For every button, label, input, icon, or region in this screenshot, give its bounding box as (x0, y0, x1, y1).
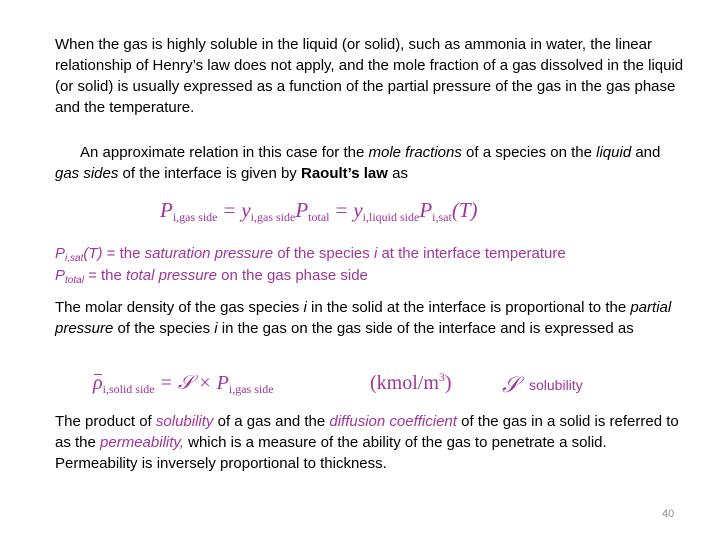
text: as (387, 165, 408, 182)
emph-raoults-law: Raoult’s law (300, 165, 388, 182)
eq-argument: (T) (451, 198, 478, 222)
text: of the gas in a solid is referred to as the (55, 413, 679, 451)
definition-total-pressure (55, 265, 685, 287)
eq-symbol-rho-bar: ρ (93, 372, 103, 394)
eq-operator: = (223, 198, 236, 222)
text: of a species on the (461, 144, 597, 161)
eq-subscript: i,gas side (250, 210, 296, 224)
definitions (55, 243, 685, 287)
emph-permeability: permeability, (100, 434, 184, 451)
emph-i: i (303, 299, 307, 316)
text: = the (102, 245, 145, 262)
units-exponent: 3 (438, 370, 445, 384)
eq-subscript: i,liquid side (362, 210, 420, 224)
solubility-equation (93, 372, 274, 397)
eq-subscript: i,sat (432, 210, 452, 224)
def-subscript: total (65, 275, 84, 286)
text: of the interface is given by (118, 165, 301, 182)
emph-diffusion-coefficient: diffusion coefficient (329, 413, 457, 430)
text: The product of (55, 413, 156, 430)
text: of a gas and the (213, 413, 330, 430)
def-symbol: P (55, 267, 66, 284)
paragraph-henry-law-limit: When the gas is highly soluble in the liquid (or solid), such as ammonia in water, the linear relationship of Henry’s law does not apply, and the mole fraction of a gas dissolved in the liquid (or solid) is usually expressed as a function of the partial pressure of the gas in the gas phase and the temperature. (55, 36, 684, 116)
units-kmol-per-m3 (370, 372, 452, 395)
emph-saturation-pressure: saturation pressure (144, 245, 274, 262)
eq-operator: = (160, 372, 172, 394)
eq-subscript: i,gas side (172, 210, 218, 224)
eq-operator: × (199, 372, 211, 394)
eq-symbol: P (419, 198, 433, 222)
eq-symbol: P (160, 198, 173, 222)
eq-operator: = (335, 198, 348, 222)
eq-subscript: i,gas side (228, 382, 274, 396)
text: An approximate relation in this case for the (80, 144, 369, 161)
definition-saturation-pressure (55, 243, 685, 265)
emph-liquid: liquid (596, 144, 632, 161)
eq-symbol: y (353, 198, 363, 222)
eq-symbol-solubility: 𝒮 (177, 372, 194, 394)
def-argument: (T) (83, 245, 103, 262)
page-number: 40 (662, 508, 675, 520)
solubility-label: solubility (529, 377, 583, 393)
emph-i: i (214, 320, 218, 337)
text: of the species (113, 320, 215, 337)
units-text: (kmol/m (370, 372, 439, 394)
text: = the (83, 267, 127, 284)
solubility-symbol: 𝒮 (502, 373, 520, 398)
paragraph-molar-density (55, 297, 685, 339)
text: on the gas phase side (216, 267, 368, 284)
eq-symbol: P (295, 198, 309, 222)
text: of the species (273, 245, 374, 262)
emph-total-pressure: total pressure (126, 267, 217, 284)
emph-partial-pressure: partial pressure (55, 299, 672, 337)
text: and (631, 144, 661, 161)
emph-solubility: solubility (155, 413, 214, 430)
paragraph-raoult-intro (55, 142, 685, 184)
text: which is a measure of the ability of the gas to penetrate a solid. Permeability is inversely proportional to thickness. (55, 434, 607, 472)
def-subscript: i,sat (65, 253, 84, 264)
text: The molar density of the gas species (55, 299, 304, 316)
text: at the interface temperature (377, 245, 566, 262)
text: in the solid at the interface is proportional to the (306, 299, 631, 316)
eq-symbol: P (216, 372, 229, 394)
eq-subscript: i,solid side (102, 382, 155, 396)
def-symbol: P (55, 245, 66, 262)
eq-subscript: total (308, 210, 330, 224)
emph-mole-fractions: mole fractions (368, 144, 462, 161)
units-close: ) (444, 372, 452, 394)
eq-symbol: y (241, 198, 251, 222)
raoults-law-equation (160, 198, 478, 225)
paragraph-permeability (55, 411, 685, 474)
text: in the gas on the gas side of the interface and is expressed as (217, 320, 634, 337)
emph-i: i (373, 245, 378, 262)
emph-gas-sides: gas sides (55, 165, 119, 182)
